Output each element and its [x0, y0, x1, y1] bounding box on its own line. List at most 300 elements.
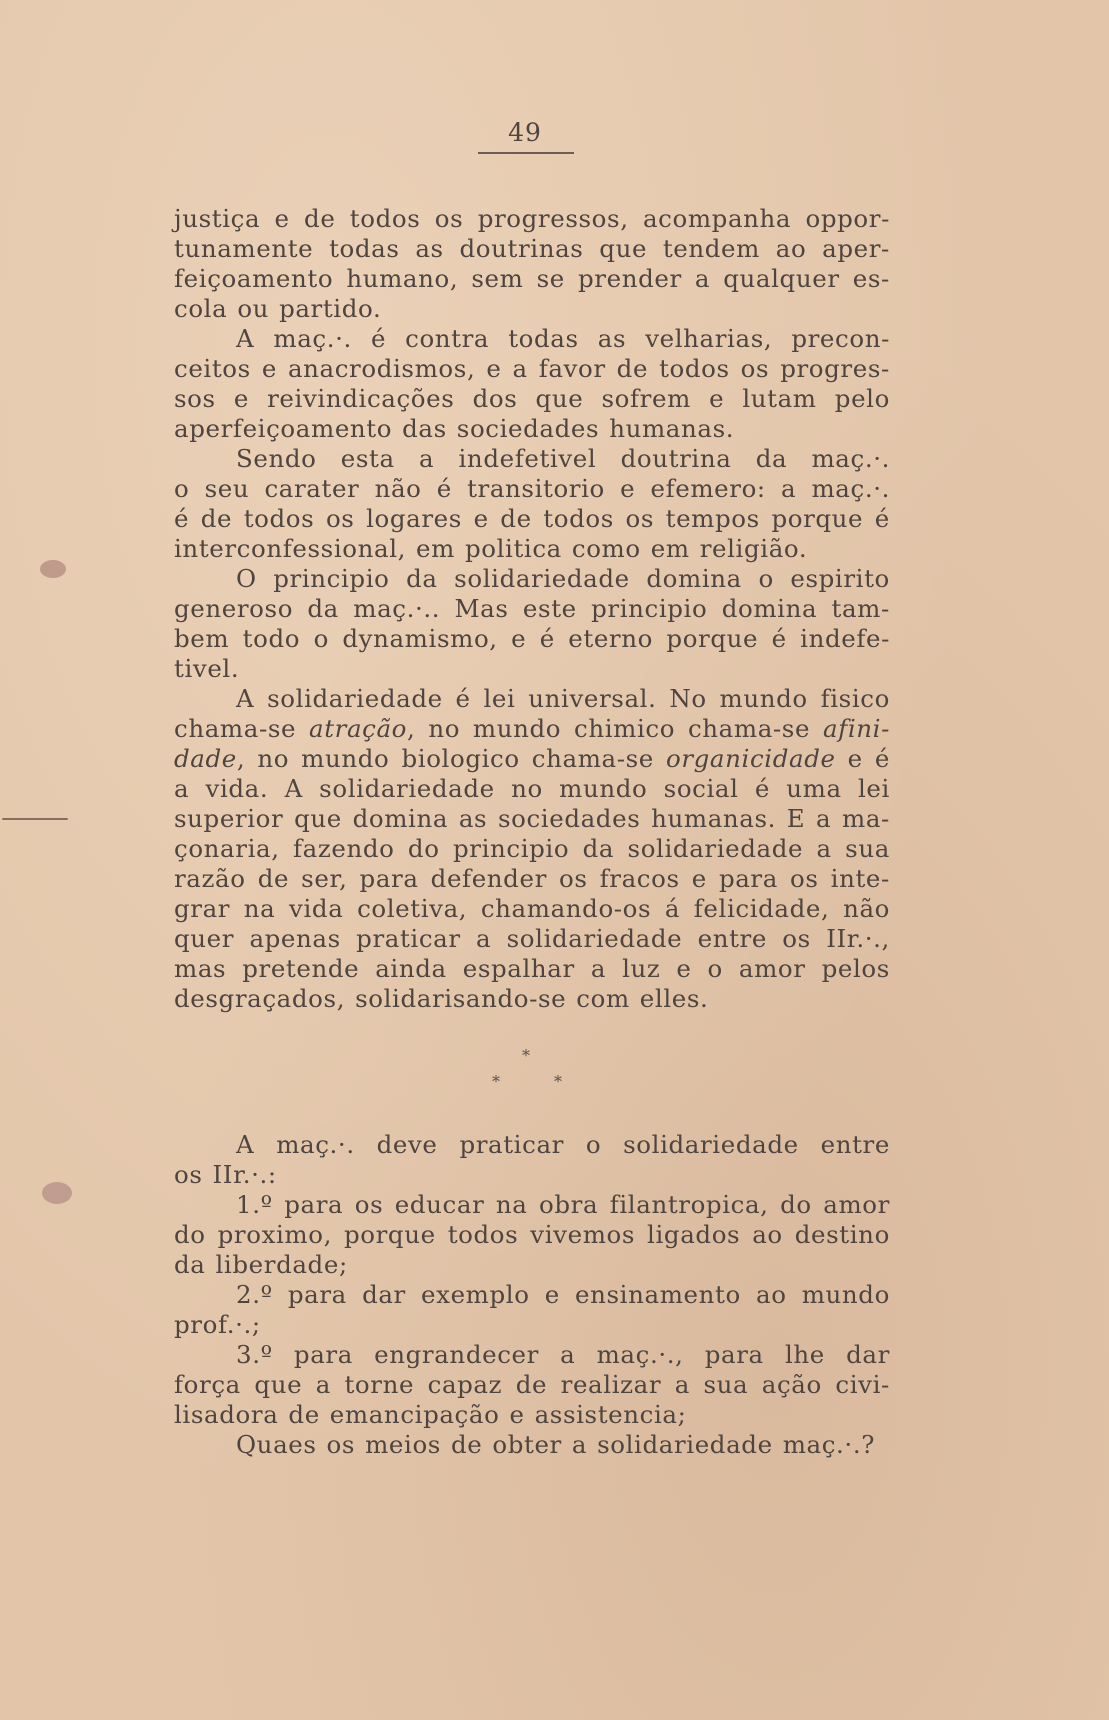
text-word: os: [174, 1160, 203, 1189]
text-word: com: [576, 984, 630, 1013]
text-word: ao: [755, 1280, 787, 1309]
text-word: assistencia;: [534, 1400, 687, 1429]
text-word: de: [200, 504, 233, 533]
text-word: os: [434, 204, 464, 233]
text-word: maç.·.,: [596, 1340, 684, 1369]
text-line: [174, 774, 890, 804]
text-word: aperfeiçoamento: [174, 414, 393, 443]
separator-star: *: [522, 1046, 530, 1065]
text-word: Mas: [454, 594, 509, 623]
text-word: solidarisando-se: [355, 984, 567, 1013]
text-word: e: [691, 864, 707, 893]
text-word: o: [174, 474, 190, 503]
text-word: ensinamento: [575, 1280, 741, 1309]
text-word: universal.: [528, 684, 657, 713]
text-word: todo: [242, 624, 301, 653]
text-word: a: [315, 1370, 331, 1399]
text-line: [174, 1310, 890, 1340]
text-word: domina: [721, 594, 818, 623]
text-word: se: [536, 264, 565, 293]
text-word: E: [786, 804, 806, 833]
text-word: maç.·.: [811, 474, 890, 503]
text-word: e: [261, 354, 277, 383]
text-line: [174, 1430, 890, 1460]
text-word: No: [669, 684, 707, 713]
text-line: [174, 324, 890, 354]
text-line: [174, 534, 890, 564]
text-word: da: [307, 594, 339, 623]
text-word: logares: [366, 504, 462, 533]
text-word: tivel.: [174, 654, 240, 683]
text-word: para: [284, 1190, 344, 1219]
text-word: espirito: [790, 564, 890, 593]
text-word: é: [754, 774, 770, 803]
text-line: [174, 594, 890, 624]
text-word: contra: [405, 324, 490, 353]
text-word: coletiva,: [357, 894, 468, 923]
text-line: [174, 1220, 890, 1250]
text-word: os: [782, 924, 811, 953]
text-word: humano,: [346, 264, 459, 293]
text-word: ao: [752, 1220, 783, 1249]
text-word: do: [407, 834, 440, 863]
text-word: em: [650, 534, 690, 563]
text-word: força: [174, 1370, 241, 1399]
text-word: sua: [845, 834, 890, 863]
text-word: os: [740, 354, 770, 383]
text-word: para: [718, 864, 778, 893]
text-word: mas: [174, 954, 227, 983]
text-word: solidariedade: [454, 564, 630, 593]
text-word: lei: [483, 684, 516, 713]
text-word: todos: [543, 504, 614, 533]
text-word: o: [585, 1130, 602, 1159]
text-word: ao: [775, 234, 807, 263]
text-word: exemplo: [421, 1280, 530, 1309]
text-word: de: [616, 354, 649, 383]
text-word: solidariedade: [319, 774, 495, 803]
text-word: engrandecer: [374, 1340, 539, 1369]
text-word: tendem: [662, 234, 760, 263]
text-word: feiçoamento: [174, 264, 334, 293]
text-word: que: [599, 234, 648, 263]
text-word: do: [174, 1220, 206, 1249]
text-word: todas: [508, 324, 579, 353]
text-line: [174, 834, 890, 864]
text-word: atração,: [308, 714, 416, 743]
text-word: doutrinas: [459, 234, 584, 263]
text-word: solidariedade: [623, 1130, 799, 1159]
text-word: vida.: [205, 774, 269, 803]
text-word: A: [284, 774, 303, 803]
text-word: obter: [492, 1430, 562, 1459]
text-word: que: [294, 804, 342, 833]
text-word: no: [511, 774, 543, 803]
text-word: os: [325, 504, 355, 533]
text-word: indefetivel: [458, 444, 597, 473]
text-word: qualquer: [723, 264, 840, 293]
text-word: organicidade: [665, 744, 836, 773]
paper-stain: [40, 560, 66, 578]
text-word: de: [500, 504, 532, 533]
text-word: maç.·.: [811, 444, 890, 473]
text-word: no: [428, 714, 461, 743]
text-word: para: [293, 1340, 353, 1369]
text-word: ação: [761, 1370, 822, 1399]
text-word: 2.º: [236, 1280, 273, 1309]
text-word: todos: [349, 204, 421, 233]
text-word: é: [874, 744, 890, 773]
text-word: á: [664, 894, 681, 923]
text-word: e: [511, 624, 527, 653]
text-word: porque: [771, 504, 864, 533]
text-word: O: [236, 564, 257, 593]
text-word: tunamente: [174, 234, 314, 263]
text-word: deve: [376, 1130, 438, 1159]
text-word: da: [406, 564, 438, 593]
text-word: favor: [538, 354, 606, 383]
text-line: [174, 984, 890, 1014]
text-word: e: [676, 954, 692, 983]
page-number-rule: [478, 152, 574, 154]
text-word: progres-: [780, 354, 890, 383]
text-word: para: [704, 1340, 764, 1369]
text-word: indefe-: [800, 624, 890, 653]
text-word: a: [571, 1430, 588, 1459]
text-word: amor: [823, 1190, 890, 1219]
text-word: humanas.: [609, 414, 735, 443]
secondary-text-block: [174, 1130, 890, 1460]
text-word: no: [257, 744, 290, 773]
text-line: [174, 654, 890, 684]
text-word: e: [620, 474, 636, 503]
text-word: dynamismo,: [342, 624, 498, 653]
text-word: solidariedade: [267, 684, 443, 713]
text-word: principio: [273, 564, 390, 593]
text-word: os: [354, 1190, 384, 1219]
text-word: de: [288, 1400, 320, 1429]
text-word: desgraçados,: [174, 984, 346, 1013]
text-word: o: [313, 624, 329, 653]
text-word: a: [694, 264, 711, 293]
separator-star: *: [554, 1072, 562, 1091]
text-word: chama-se: [687, 714, 811, 743]
text-word: mundo: [559, 774, 648, 803]
text-line: [174, 714, 890, 744]
text-word: velharias,: [645, 324, 773, 353]
text-word: as: [458, 804, 488, 833]
text-word: a: [476, 924, 492, 953]
text-word: principio: [452, 834, 570, 863]
text-word: que: [254, 1370, 303, 1399]
text-word: prender: [578, 264, 682, 293]
text-word: a: [560, 1340, 576, 1369]
text-word: razão: [174, 864, 246, 893]
text-word: 1.º: [236, 1190, 273, 1219]
separator-star: *: [492, 1072, 500, 1091]
text-word: tam-: [831, 594, 890, 623]
text-word: chamando-os: [480, 894, 652, 923]
text-word: ser,: [301, 864, 348, 893]
text-word: dar: [846, 1340, 890, 1369]
text-word: ceitos: [174, 354, 251, 383]
text-line: [174, 354, 890, 384]
text-word: da: [174, 1250, 206, 1279]
text-word: ou: [237, 294, 270, 323]
text-line: [174, 1280, 890, 1310]
text-word: progressos,: [477, 204, 629, 233]
text-line: [174, 204, 890, 234]
text-word: sofrem: [601, 384, 691, 413]
text-line: [174, 414, 890, 444]
text-line: [174, 504, 890, 534]
text-word: em: [416, 534, 455, 563]
text-word: para: [287, 1280, 347, 1309]
paper-stain: [42, 1182, 72, 1204]
text-word: amor: [738, 954, 806, 983]
text-word: e: [709, 384, 725, 413]
text-word: mundo: [472, 714, 562, 743]
text-word: o: [707, 954, 723, 983]
section-separator: [470, 1046, 590, 1096]
text-word: solidariedade: [597, 1430, 773, 1459]
text-line: [174, 264, 890, 294]
text-word: lutam: [742, 384, 817, 413]
text-word: lhe: [784, 1340, 825, 1369]
text-word: bem: [174, 624, 230, 653]
text-word: partido.: [279, 294, 382, 323]
text-line: [174, 1340, 890, 1370]
text-word: dade,: [174, 744, 246, 773]
text-word: doutrina: [620, 444, 732, 473]
text-word: para: [359, 864, 419, 893]
text-word: humanas.: [651, 804, 777, 833]
text-line: [174, 954, 890, 984]
text-word: afini-: [822, 714, 890, 743]
text-word: felicidade,: [693, 894, 830, 923]
text-word: grar: [174, 894, 231, 923]
text-word: educar: [394, 1190, 485, 1219]
text-word: civi-: [835, 1370, 890, 1399]
text-word: que: [535, 384, 584, 413]
text-word: luz: [622, 954, 661, 983]
text-word: es-: [852, 264, 890, 293]
text-word: sem: [471, 264, 524, 293]
text-line: [174, 294, 890, 324]
text-word: a: [816, 834, 832, 863]
text-word: proximo,: [217, 1220, 332, 1249]
text-word: de: [450, 1430, 483, 1459]
text-word: seu: [204, 474, 250, 503]
text-word: maç.·.?: [782, 1430, 875, 1459]
text-word: é: [174, 504, 190, 533]
text-word: não: [843, 894, 890, 923]
text-word: meios: [365, 1430, 441, 1459]
text-word: os: [790, 864, 819, 893]
text-word: mundo: [719, 684, 808, 713]
text-word: e: [509, 1400, 525, 1429]
text-word: ma-: [841, 804, 890, 833]
text-word: obra: [539, 1190, 599, 1219]
text-word: chimico: [574, 714, 676, 743]
text-line: [174, 1190, 890, 1220]
text-word: A: [236, 1130, 255, 1159]
text-word: politica: [464, 534, 562, 563]
text-word: entre: [697, 924, 767, 953]
text-word: praticar: [459, 1130, 564, 1159]
text-word: transitorio: [467, 474, 605, 503]
text-word: as: [415, 234, 444, 263]
text-word: social: [663, 774, 739, 803]
text-word: Sendo: [236, 444, 317, 473]
text-word: maç.·..: [353, 594, 441, 623]
text-word: é: [539, 624, 555, 653]
text-word: lei: [858, 774, 890, 803]
text-word: do: [780, 1190, 812, 1219]
text-word: o: [758, 564, 774, 593]
text-word: é: [370, 324, 387, 353]
text-word: realizar: [560, 1370, 662, 1399]
text-word: pelo: [834, 384, 890, 413]
text-word: A: [236, 324, 255, 353]
text-word: é: [455, 684, 471, 713]
text-word: entre: [820, 1130, 890, 1159]
text-line: [174, 684, 890, 714]
text-line: [174, 444, 890, 474]
text-word: de: [257, 864, 290, 893]
text-word: ligados: [647, 1220, 741, 1249]
text-line: [174, 924, 890, 954]
text-word: pretende: [242, 954, 360, 983]
text-word: elles.: [639, 984, 709, 1013]
margin-mark: [2, 818, 68, 820]
text-word: ainda: [375, 954, 447, 983]
text-word: as: [597, 324, 627, 353]
text-word: reivindicações: [267, 384, 455, 413]
text-word: fazendo: [293, 834, 395, 863]
text-word: dar: [362, 1280, 406, 1309]
text-word: esta: [340, 444, 395, 473]
text-word: quer: [174, 924, 235, 953]
text-word: solidariedade: [506, 924, 683, 953]
text-word: vida: [289, 894, 344, 923]
text-word: principio: [591, 594, 708, 623]
text-word: eterno: [568, 624, 653, 653]
text-word: a: [512, 354, 528, 383]
text-word: religião.: [699, 534, 808, 563]
text-word: IIr.·.:: [212, 1160, 277, 1189]
text-line: [174, 564, 890, 594]
text-word: este: [522, 594, 577, 623]
text-line: [174, 1400, 890, 1430]
text-line: [174, 234, 890, 264]
text-word: lisadora: [174, 1400, 279, 1429]
text-word: maç.·.: [273, 324, 352, 353]
text-word: a: [419, 444, 435, 473]
text-word: sos: [174, 384, 216, 413]
text-word: capaz: [427, 1370, 503, 1399]
text-word: fisico: [820, 684, 890, 713]
text-line: [174, 384, 890, 414]
text-word: domina: [352, 804, 449, 833]
text-word: superior: [174, 804, 284, 833]
text-word: de: [304, 204, 336, 233]
text-word: generoso: [174, 594, 294, 623]
text-word: IIr.·.,: [826, 924, 890, 953]
text-word: tempos: [665, 504, 760, 533]
text-word: espalhar: [462, 954, 575, 983]
text-word: e: [233, 384, 249, 413]
text-word: e: [847, 744, 863, 773]
text-word: os: [625, 504, 655, 533]
text-word: os: [326, 1430, 356, 1459]
text-word: acompanha: [642, 204, 792, 233]
text-word: e: [274, 204, 290, 233]
text-word: e: [473, 504, 489, 533]
text-word: é: [771, 624, 787, 653]
text-word: inte-: [830, 864, 890, 893]
text-word: não: [374, 474, 422, 503]
text-word: A: [236, 684, 255, 713]
text-word: torne: [344, 1370, 415, 1399]
text-word: Quaes: [236, 1430, 317, 1459]
text-word: os: [558, 864, 588, 893]
text-line: [174, 804, 890, 834]
text-word: prof.·.;: [174, 1310, 261, 1339]
text-line: [174, 624, 890, 654]
text-word: çonaria,: [174, 834, 280, 863]
text-word: sociedades: [497, 804, 641, 833]
text-word: é: [436, 474, 452, 503]
text-word: sua: [703, 1370, 749, 1399]
text-word: na: [243, 894, 276, 923]
main-text-block: [174, 204, 890, 1014]
text-word: a: [816, 804, 832, 833]
text-word: todos: [659, 354, 730, 383]
text-line: [174, 744, 890, 774]
text-word: a: [174, 774, 190, 803]
text-word: anacrodismos,: [287, 354, 476, 383]
text-word: mundo: [301, 744, 390, 773]
text-word: chama-se: [174, 714, 297, 743]
text-word: apenas: [249, 924, 341, 953]
text-word: filantropica,: [609, 1190, 769, 1219]
text-word: pelos: [821, 954, 890, 983]
text-word: vivemos: [530, 1220, 636, 1249]
text-word: biologico: [401, 744, 520, 773]
text-word: todos: [243, 504, 315, 533]
text-word: aper-: [822, 234, 890, 263]
text-word: é: [874, 504, 890, 533]
text-word: 3.º: [236, 1340, 273, 1369]
text-line: [174, 474, 890, 504]
text-word: defender: [430, 864, 547, 893]
text-line: [174, 894, 890, 924]
text-word: destino: [794, 1220, 890, 1249]
text-word: precon-: [791, 324, 890, 353]
text-word: uma: [786, 774, 842, 803]
text-word: de: [515, 1370, 548, 1399]
text-line: [174, 864, 890, 894]
text-word: oppor-: [805, 204, 890, 233]
text-word: praticar: [356, 924, 461, 953]
text-word: solidariedade: [627, 834, 804, 863]
text-word: justiça: [174, 204, 261, 233]
text-word: cola: [174, 294, 228, 323]
text-word: da: [582, 834, 615, 863]
page-number: 49: [508, 118, 542, 147]
text-line: [174, 1370, 890, 1400]
